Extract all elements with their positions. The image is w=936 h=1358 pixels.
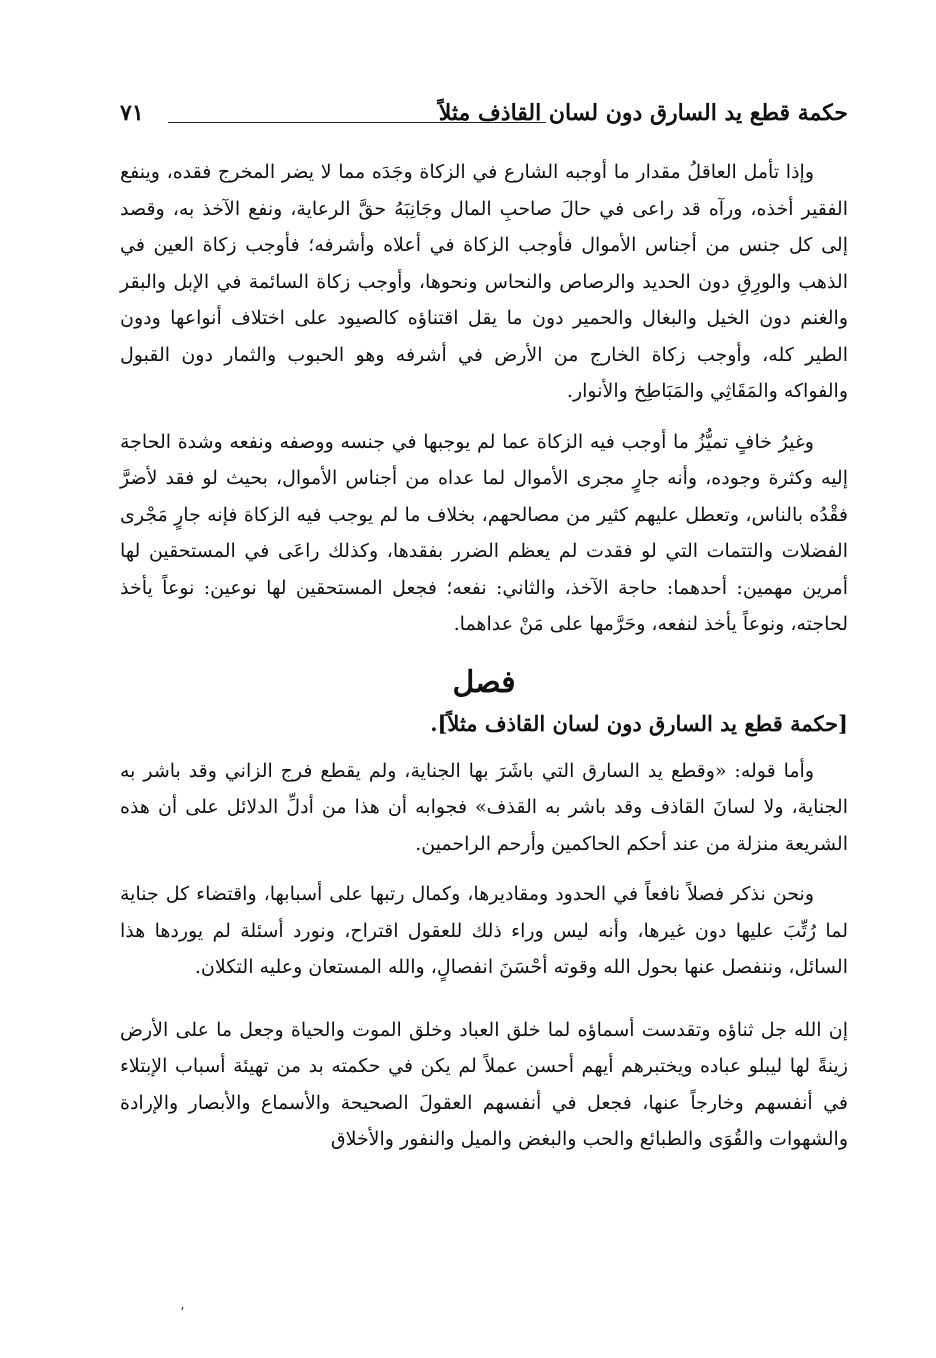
paragraph-creation-test: إن الله جل ثناؤه وتقدست أسماؤه لما خلق العباد وخلق الموت والحياة وجعل ما على الأرض زينةً لها ليبلو عباده ويختبرهم أيهم أحسن عملاً لم يكن في حكمته بد من تهيئة أسباب الإبتلاء في أنفسهم وخارجاً عنها، فجعل في أنفسهم العقولَ الصحيحة والأسماع والأبصار والإرادة والشهوات والقُوَى والطبائع والحب والبغض والميل والنفور والأخلاق bbox=[120, 1018, 848, 1150]
page-number: ٧١ bbox=[120, 100, 144, 126]
paragraph-zakat-amount: وإذا تأمل العاقلُ مقدار ما أوجبه الشارع في الزكاة وجَدَه مما لا يضر المخرج فقده، وينفع الفقير أخذه، ورآه قد راعى في حالَ صاحبِ المال وجَانِبَهُ حقَّ الرعاية، ونفع الآخذ به، وقصد إلى كل جنس من أجناس الأموال فأوجب الزكاة في أعلاه وأشرفه؛ فأوجب زكاة العين في الذهب والورِقِ دون الحديد والرصاص والنحاس ونحوها، وأوجب زكاة السائمة في الإبل والبقر والغنم دون الخيل والبغال والحمير دون ما يقل اقتناؤه كالصيود على اختلاف أنواعها ودون الطير كله، وأوجب زكاة الخارج من الأرض في أشرفه وهو الحبوب والثمار دون القبول والفواكه والمَقَاثِي والمَبَاطِخ والأنوار. bbox=[120, 161, 848, 402]
running-title: حكمة قطع يد السارق دون لسان القاذف مثلاً bbox=[438, 100, 848, 126]
section-heading: فصل bbox=[452, 664, 516, 700]
paragraph-thief-hand: وأما قوله: «وقطع يد السارق التي باشَرَ بها الجناية، ولم يقطع فرج الزاني وقد باشر به الجناية، ولا لسانَ القاذف وقد باشر به القذف» فجوابه أن هذا من أدلِّ الدلائل على أن هذه الشريعة منزلة من عند أحكم الحاكمين وأرحم الراحمين. bbox=[120, 759, 848, 855]
book-page bbox=[120, 96, 848, 1172]
header-rule bbox=[168, 122, 546, 123]
running-header bbox=[120, 96, 848, 140]
paragraph-punishments-intro: ونحن نذكر فصلاً نافعاً في الحدود ومقاديرها، وكمال رتبها على أسبابها، واقتضاء كل جناية لما رُتِّبَ عليها دون غيرها، وأنه ليس وراء ذلك للعقول اقتراح، ونورد أسئلة لم يوردها هذا السائل، وننفصل عنها بحول الله وقوته أحْسَنَ انفصالٍ، والله المستعان وعليه التكلان. bbox=[120, 883, 848, 978]
paragraph-zakat-categories: وغيرُ خافٍ تميُّزُ ما أوجب فيه الزكاة عما لم يوجبها في جنسه ووصفه ونفعه وشدة الحاجة إليه وكثرة وجوده، وأنه جارٍ مجرى الأموال لما عداه من أجناس الأموال، بحيث لو فقد لأضرَّ فقْدُه بالناس، وتعطل عليهم كثير من مصالحهم، بخلاف ما لم يوجب فيه الزكاة فإنه جارٍ مَجْرى الفضلات والتتمات التي لو فقدت لم يعظم الضرر بفقدها، وكذلك راعَى في المستحقين لها أمرين مهمين: أحدهما: حاجة الآخذ، والثاني: نفعه؛ فجعل المستحقين لها نوعين: نوعاً يأخذ لحاجته، ونوعاً يأخذ لنفعه، وحَرَّمها على مَنْ عداهما. bbox=[120, 430, 849, 635]
footer-mark: ، bbox=[180, 1298, 185, 1314]
section-subtitle: [حكمة قطع يد السارق دون لسان القاذف مثلاً]. bbox=[430, 710, 848, 736]
